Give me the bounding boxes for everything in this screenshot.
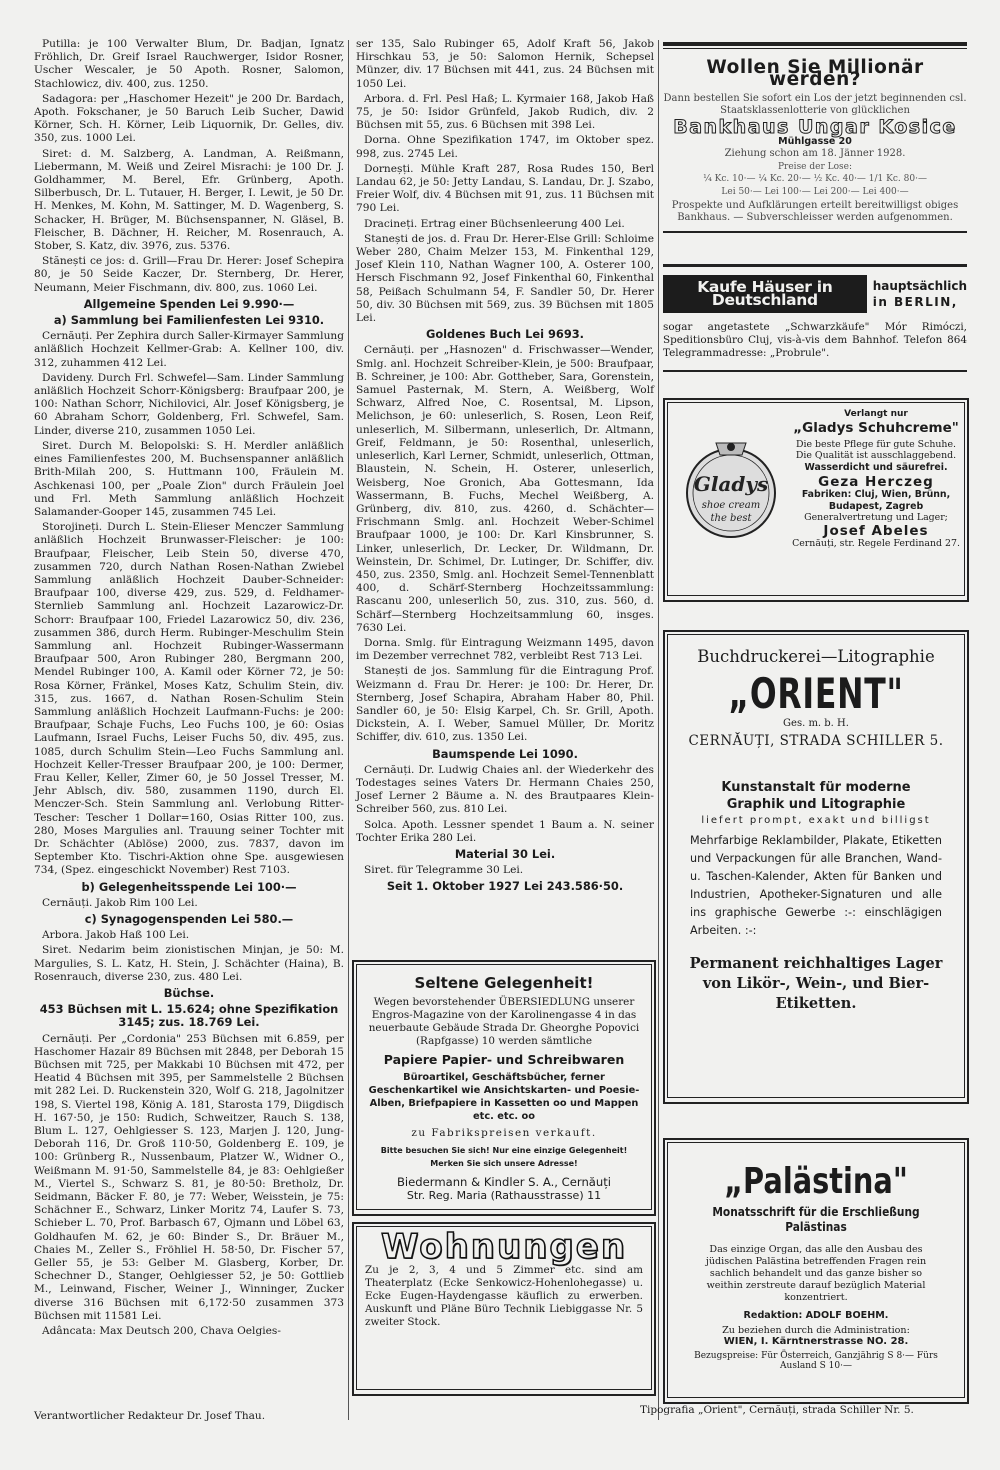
ad-text: Mühlgasse 20 <box>778 136 852 148</box>
ad-text: WIEN, I. Kärntnerstrasse NO. 28. <box>723 1336 909 1347</box>
rule <box>663 231 967 233</box>
ad-bank: Bankhaus Ungar Kosice <box>673 115 957 138</box>
footer-printer: Tipografia „Orient", Cernăuți, strada Schiller Nr. 5. <box>640 1404 914 1416</box>
ad-text: Das einzige Organ, das alle den Ausbau des jüdischen Palästina betreffenden Fragen rein sachlich behandelt und das ganze bisher so weithin zerstreute darauf bezüglich Material konzentriert. <box>705 1244 927 1303</box>
section-heading: c) Synagogenspenden Lei 580.— <box>84 912 294 926</box>
ad-title: Wollen Sie Millionär werden? <box>706 57 924 91</box>
paragraph: Dorneșți. Mühle Kraft 287, Rosa Rudes 150, Berl Landau 62, je 50: Jetty Landau, S. Landau, Dr. J. Szabo, Freier Wolf, div. 4 Büchsen mit 91, zus. 11 Büchsen mit 790 Lei. <box>356 162 654 215</box>
ad-text: in BERLIN, <box>872 295 958 309</box>
ad-text: Permanent reichhaltiges Lager von Likör-, Wein-, und Bier-Etiketten. <box>689 955 943 1012</box>
paragraph: Siret. Durch M. Belopolski: S. H. Merdler anläßlich eines Familienfestes 200, M. Buchsenspanner anläßlich Brith-Milah 200, S. Huttmann 100, Fräulein M. Aschkenasi 100, per „Poale Zion" durch Fräulein Joel und Frl. Meth Sammlung anläßlich Hochzeit Salamander-Gooper 145, zusammen 745 Lei. <box>34 439 344 518</box>
ad-millionaer <box>663 56 967 236</box>
ad-address: Cernăuți, str. Regele Ferdinand 27. <box>792 537 960 549</box>
paragraph: Stanești de jos. Sammlung für die Eintragung Prof. Weizmann d. Frau Dr. Herer: je 100: Dr. Herer, Dr. Sternberg, Josef Schapira, Abraham Haber 80, Phil. Sandler 60, je 50: Elsig Karpel, Ch. Sr. Grill, Apoth. Dickstein, A. I. Weber, Samuel Müller, Dr. Moritz Schiffer, div. 610, zus. 1350 Lei. <box>356 665 654 744</box>
ad-title: Buchdruckerei—Litographie <box>697 647 935 666</box>
paragraph: Sadagora: per „Haschomer Hezeit" je 200 Dr. Bardach, Apoth. Fokschaner, je 50 Baruch Leib Sucher, Dawid Körner, Sch. H. Körner, Leib Liquornik, Dr. Gelles, div. 350, zus. 1000 Lei. <box>34 92 344 145</box>
ad-firm: Biedermann & Kindler S. A., Cernăuți <box>396 1175 612 1189</box>
paragraph: Siret. für Telegramme 30 Lei. <box>364 864 524 877</box>
ad-text: Redaktion: ADOLF BOEHM. <box>743 1310 889 1321</box>
column-2 <box>356 38 654 897</box>
paragraph: Storojineți. Durch L. Stein-Elieser Menczer Sammlung anläßlich Hochzeit Brunwasser-Fleischer: je 100: Braufpaar, Fleischer, Leib Stein 50, diverse 470, zusammen 720, durch Nathan Rosen-Nathan Zwiebel Sammlung anläßlich Hochzeit Dauber-Schneider: Braufpaar 100, diverse 429, zus. 529, d. Feldhamer-Sternlieb Sammlung anl. Hochzeit Lazarowicz-Dr. Schorr: Braufpaar 100, Friedel Lazarowicz 50, div. 236, zusammen 386, durch Herm. Rubinger-Meschulim Stein Sammlung anl. Hochzeit Rubinger-Wassermann Braufpaar 500, Aron Rubinger 280, Bergmann 200, Mendel Rubinger 100, A. Kamil oder Körner 72, je 50: Rosa Körner, Fränkel, Moses Katz, Schulim Stein, div. 315, zus. 1667, d. Nathan Rosen-Schulim Stein Sammlung anläßlich Hochzeit Laufmann-Fuchs: je 200: Braufpaar, Schaje Fuchs, Leo Fuchs 100, je 60: Osias Laufmann, Israel Fuchs, Leiser Fuchs 50, div. 495, zus. 1085, durch Schulim Stein—Leo Fuchs Sammlung anl. Hochzeit Keller-Tresser Braufpaar 200, je 100: Dermer, Frau Keller, Keller, Zimer 60, je 50 Jossel Tresser, M. Jehr Ablsch, div. 580, zusammen 1190, durch El. Menczer-Sch. Stein Sammlung anl. Verlobung Ritter-Tescher: Tescher 1 Dollar=160, Osias Ritter 100, zus. 280, Moses Margulies anl. Trauung seiner Tochter mit Dr. Schächter (Ablöse) 2000, zus. 7837, davon im September Kto. Tischri-Aktion ohne Spe. ausgewiesen 734, (Spez. eingeschickt November) Rest 7103. <box>34 521 344 877</box>
ad-text: hauptsächlich <box>872 279 967 293</box>
paragraph: Cernăuți. Per „Cordonia" 253 Büchsen mit 6.859, per Haschomer Hazair 89 Büchsen mit 2848, per Deborah 15 Büchsen mit 725, per Makkabi 10 Büchsen mit 472, per Heatid 4 Büchsen mit 395, per Sammelstelle 2 Büchsen mit 282 Lei. D. Ruckenstein 320, Wolf G. 218, Jagolnitzer 198, S. Viertel 198, König A. 181, Starosta 179, Diigdisch H. 167·50, je 150: Rudich, Schweitzer, Rauch S. 138, Blum L. 127, Oehlgiesser S. 123, Marjen J. 120, Jung-Deborah 116, Dr. Groß 110·50, Goldenberg E. 109, je 100: Grünberg R., Nussenbaum, Platzer W., Widner O., Weißmann M. 91·50, Sammelstelle 84, je 83: Oehlgießer M., Viertel S., Schwarz S. 81, je 80·50: Bretholz, Dr. Seidmann, Bäcker F. 80, je 77: Weber, Weisstein, je 75: Schächner E., Schwarz, Linker Moritz 74, Laufer S. 73, Schieber L. 70, Prof. Barbasch 67, Ojmann und Löbel 63, Goldhaufen M. 62, je 60: Binder S., Dr. Bräuer M., Chaies M., Zeller S., Fröhliel H. 58·50, Dr. Fischer 57, Geller 55, je 53: Gelber M. Glasberg, Korber, Dr. Schechner D., Stanger, Oehlgiesser 52, je 50: Gottlieb M., Leinwand, Fischer, Weiner J., Winninger, Zucker diverse 316 Büchsen mit 6,172·50 zusammen 373 Büchsen mit 11581 Lei. <box>34 1032 344 1322</box>
ad-text: Büroartikel, Geschäftsbücher, ferner Geschenkartikel wie Ansichtskarten- und Poesie-Alben, Briefpapiere in Kassetten oo und Mappen etc. etc. oo <box>368 1072 640 1122</box>
ad-text: Lei 50·— Lei 100·— Lei 200·— Lei 400·— <box>721 186 909 197</box>
section-heading: Büchse. <box>163 986 215 1001</box>
paragraph: Cernăuți. per „Hasnozen" d. Frischwasser—Wender, Smlg. anl. Hochzeit Schreiber-Klein, je 500: Braufpaar, B. Schreiner, je 100: Abr. Gottheber, Sara, Gorenstein, Samuel Pasternak, M. Stern, A. Weißberg, Wolf Schwarz, Alfred Noe, C. Rosentsal, M. Lipson, Melichson, je 60: unleserlich, S. Rosen, Leon Reif, unleserlich, M. Silbermann, unleserlich, Dr. Altmann, Greif, Feldmann, je 50: Rosenthal, unleserlich, unleserlich, Karl Lerner, Schmidt, unleserlich, Ottman, Blaustein, N. Schein, H. Osterer, unleserlich, Weisberg, Noe Gronich, Aba Gottesmann, Ida Wassermann, B. Fuchs, Mechel Weißberg, A. Grünberg, div. 810, zus. 4260, d. Schächter—Frischmann Smlg. anl. Hochzeit Weber-Schimel Braufpaar 1000, je 100: Dr. Karl Kinsbrunner, S. Linker, unleserlich, Dr. Lecker, Dr. Wildmann, Dr. Weinstein, Dr. Schimel, Dr. Lutinger, Dr. Schiffer, div. 450, zus. 2350, Smlg. anl. Hochzeit Semel-Tennenblatt 400, d. Schärf-Sternberg Hochzeitssammlung: Rascanu 200, unleserlich 50, zus. 310, zus. 560, d. Schärf—Sternberg Hochzeitsammlung 60, insges. 7630 Lei. <box>356 344 654 634</box>
paragraph: Cernăuți. Dr. Ludwig Chaies anl. der Wiederkehr des Todestages seines Vaters Dr. Hermann Chaies 250, Josef Lerner 2 Bäume a. N. des Brautpaares Klein-Schreiber 560, zus. 810 Lei. <box>356 763 654 816</box>
ad-text: liefert prompt, exakt und billigst <box>701 815 931 826</box>
logo-text: Gladys <box>693 472 769 496</box>
footer-editor: Verantwortlicher Redakteur Dr. Josef Thau. <box>34 1410 266 1422</box>
ad-title: Seltene Gelegenheit! <box>414 974 594 992</box>
paragraph: Siret. Nedarim beim zionistischen Minjan, je 50: M. Margulies, S. L. Katz, H. Stein, J. Schächter (Haina), B. Rosenrauch, diverse 230, zus. 480 Lei. <box>34 944 344 983</box>
ad-orient <box>663 630 969 1104</box>
ad-text: Bitte besuchen Sie sich! Nur eine einzige Gelegenheit! Merken Sie sich unsere Adresse! <box>380 1146 628 1168</box>
ad-text: Zu je 2, 3, 4 und 5 Zimmer etc. sind am Theaterplatz (Ecke Senkowicz-Hohenlohegasse) u. Ecke Eugen-Haydengasse käuflich zu erwerben. Auskunft und Pläne Büro Technik Liebiggasse Nr. 5 zweiter Stock. <box>365 1264 643 1328</box>
ad-text: Kunstanstalt für moderne Graphik und Litographie <box>721 780 911 812</box>
ad-haeuser <box>663 264 967 374</box>
paragraph: Dracineți. Ertrag einer Büchsenleerung 400 Lei. <box>364 217 625 230</box>
paragraph: ser 135, Salo Rubinger 65, Adolf Kraft 56, Jakob Hirschkau 53, je 50: Salomon Hernik, Schepsel Münzer, div. 17 Büchsen mit 441, zus. 24 Büchsen mit 1050 Lei. <box>356 38 654 90</box>
ad-firm: Josef Abeles <box>823 523 929 540</box>
ad-wohnungen <box>352 1222 656 1396</box>
column-3 <box>663 42 967 49</box>
ad-text: Preise der Lose: <box>778 161 852 172</box>
column-1 <box>34 38 344 1340</box>
section-heading: Baumspende Lei 1090. <box>432 746 578 761</box>
ad-text: zu Fabrikspreisen verkauft. <box>411 1127 597 1139</box>
ad-seltene-gelegenheit <box>352 960 656 1216</box>
ad-brand: „ORIENT" <box>728 669 904 718</box>
ad-text: Dann bestellen Sie sofort ein Los der jetzt beginnenden csl. Staatsklassenlotterie von glücklichen <box>663 92 967 117</box>
paragraph: Dorna. Ohne Spezifikation 1747, im Oktober spez. 998, zus. 2745 Lei. <box>356 134 654 160</box>
ad-address: CERNĂUȚI, STRADA SCHILLER 5. <box>688 733 944 749</box>
gladys-logo <box>676 433 786 543</box>
ad-text: Die beste Pflege für gute Schuhe. Die Qualität ist ausschlaggebend. <box>795 438 957 462</box>
ad-text: Ziehung schon am 18. Jänner 1928. <box>724 148 906 160</box>
paragraph: Adâncata: Max Deutsch 200, Chava Oelgies- <box>42 1325 281 1338</box>
ad-title: „Gladys Schuhcreme" <box>793 419 959 436</box>
logo-text: shoe cream <box>701 500 761 511</box>
ad-text: Wasserdicht und säurefrei. <box>804 462 948 474</box>
column-divider <box>348 40 349 1420</box>
ad-text: Verlangt nur <box>844 409 908 419</box>
rule <box>663 48 967 49</box>
section-heading: Seit 1. Oktober 1927 Lei 243.586·50. <box>386 879 624 894</box>
column-divider <box>658 40 659 1420</box>
ad-palaestina <box>663 1138 969 1404</box>
ad-text: Prospekte und Aufklärungen erteilt bereitwilligst obiges Bankhaus. — Subverschleisser werden aufgenommen. <box>671 200 959 224</box>
ad-title: „Palästina" <box>724 1161 908 1202</box>
ad-text: sogar angetastete „Schwarzkäufe" Mór Rimóczi, Speditionsbüro Cluj, vis-à-vis dem Bahnhof. Telefon 864 Telegrammadresse: „Probrule". <box>663 321 967 359</box>
ad-text: Generalvertretung und Lager; <box>804 512 948 524</box>
paragraph: Solca. Apoth. Lessner spendet 1 Baum a. N. seiner Tochter Erika 280 Lei. <box>356 818 654 844</box>
section-heading: a) Sammlung bei Familienfesten Lei 9310. <box>53 313 325 328</box>
section-heading: b) Gelegenheitsspende Lei 100·— <box>81 879 297 894</box>
section-heading: Material 30 Lei. <box>454 846 556 861</box>
ad-address: Str. Reg. Maria (Rathausstrasse) 11 <box>406 1189 602 1202</box>
ad-text: Mehrfarbige Reklambilder, Plakate, Etiketten und Verpackungen für alle Branchen, Wand- u. Taschen-Kalender, Akten für Banken und Industrien, Apotheker-Signaturen und alle ins graphische Gewerbe :-: einschlägigen Arbeiten. :-: <box>690 834 942 937</box>
ad-text: Fabriken: Cluj, Wien, Brünn, Budapest, Zagreb <box>801 488 951 512</box>
paragraph: Cernăuți. Per Zephira durch Saller-Kirmayer Sammlung anläßlich Hochzeit Kellmer-Grab: A. Kellner 100, div. 312, zuhammen 412 Lei. <box>34 330 344 369</box>
paragraph: Arbora. Jakob Haß 100 Lei. <box>42 929 190 942</box>
ad-title: Wohnungen <box>380 1227 628 1267</box>
ad-text: Wegen bevorstehender ÜBERSIEDLUNG unserer Engros-Magazine von der Karolinengasse 4 in das neuerbaute Gebäude Strada Dr. Gheorghe Popovici (Rapfgasse) 10 werden sämtliche <box>368 996 640 1047</box>
ad-text: Zu beziehen durch die Administration: <box>722 1325 910 1336</box>
paragraph: Stănești ce jos: d. Grill—Frau Dr. Herer: Josef Schepira 80, je 50 Seide Kaczer, Dr. Sternberg, Dr. Herer, Neumann, Meier Fischmann, div. 800, zus. 1060 Lei. <box>34 255 344 294</box>
paragraph: Davideny. Durch Frl. Schwefel—Sam. Linder Sammlung anläßlich Hochzeit Schorr-Königsberg: Braufpaar 200, je 100: Nathan Schorr, Nichilovici, Alr. Josef Königsberg, je 60 Abraham Schorr, Goldenberg, Frl. Schwefel, Sam. Linder, diverse 210, zusammen 1050 Lei. <box>34 371 344 437</box>
paragraph: Stanești de jos. d. Frau Dr. Herer-Else Grill: Schloime Weber 280, Chaim Melzer 153, M. Finkenthal 129, Josef Klein 110, Nathan Wagner 100, A. Osterer 100, Hersch Fischmann 92, Josef Finkenthal 60, Finkenthal 58, Peißach Schulmann 54, F. Sandler 50, Dr. Herer 50, div. 30 Büchsen mit 569, zus. 39 Büchsen mit 1805 Lei. <box>356 232 654 325</box>
ad-text: Ges. m. b. H. <box>783 718 849 729</box>
paragraph: Siret: d. M. Salzberg, A. Landman, A. Reißmann, Liebermann, M. Weiß und Zeirel Misrachi: je 100 Dr. J. Goldhammer, M. Berel, Efr. Grünberg, Apoth. Silberbusch, Dr. L. Tutauer, H. Berger, I. Lewit, je 50 Dr. H. Menkes, M. Kohn, M. Sattinger, M. D. Wagenberg, S. Schacker, H. Brüger, M. Büchsenspanner, N. Gläsel, B. Fleischer, B. Dächner, H. Reicher, M. Rosenrauch, A. Stober, S. Katz, div. 3976, zus. 5376. <box>34 147 344 253</box>
paragraph: Putilla: je 100 Verwalter Blum, Dr. Badjan, Ignatz Fröhlich, Dr. Greif Israel Rauchwerger, Isidor Rosner, Uscher Wescaler, je 50 Apoth. Rosner, Salomon, Stachlowicz, div. 400, zus. 1250. <box>34 38 344 90</box>
ad-text: ¼ Kc. 10·— ¼ Kc. 20·— ½ Kc. 40·— 1/1 Kc. 80·— <box>703 174 927 185</box>
ad-headline: Papiere Papier- und Schreibwaren <box>383 1052 625 1067</box>
ad-text: Bezugspreise: Für Österreich, Ganzjährig S 8·— Fürs Ausland S 10·— <box>694 1351 938 1371</box>
ad-dealer: Geza Herczeg <box>818 473 934 490</box>
paragraph: Dorna. Smlg. für Eintragung Weizmann 1495, davon im Dezember verrechnet 782, verbleibt Rest 713 Lei. <box>356 636 654 663</box>
paragraph: Arbora. d. Frl. Pesl Haß; L. Kyrmaier 168, Jakob Haß 75, je 50: Isidor Grünfeld, Jakob Rudich, div. 2 Büchsen mit 55, zus. 6 Büchsen mit 398 Lei. <box>356 92 654 132</box>
paragraph: Cernăuți. Jakob Rim 100 Lei. <box>42 896 198 909</box>
ad-title: Kaufe Häuser in Deutschland <box>663 275 867 313</box>
logo-text: the best <box>710 513 752 524</box>
ad-subtitle: Monatsschrift für die Erschließung Palästinas <box>712 1204 920 1234</box>
section-heading: Allgemeine Spenden Lei 9.990·— <box>83 296 295 311</box>
section-heading: 453 Büchsen mit L. 15.624; ohne Spezifikation 3145; zus. 18.769 Lei. <box>39 1002 339 1030</box>
ad-gladys <box>663 398 969 602</box>
section-heading: Goldenes Buch Lei 9693. <box>425 327 585 342</box>
